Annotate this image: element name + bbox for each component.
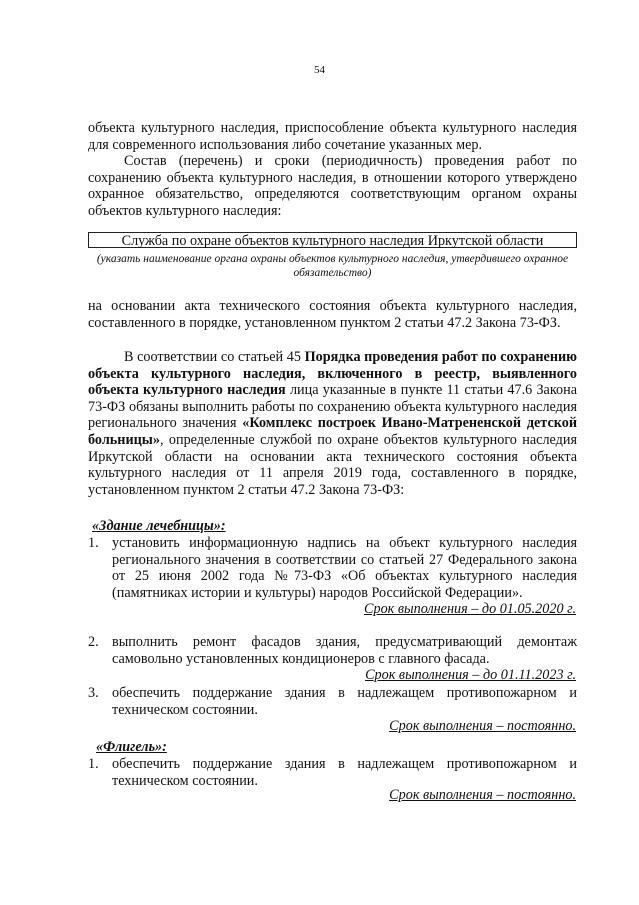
item-text: обеспечить поддержание здания в надлежащем противопожарном и техническом состоянии.	[112, 756, 577, 789]
deadline: Срок выполнения – до 01.05.2020 г.	[364, 601, 576, 617]
list-item	[88, 685, 577, 718]
intro-continuation: объекта культурного наследия, приспособление объекта культурного наследия для современного использования либо сочетание указанных мер.	[88, 120, 577, 153]
item-text: выполнить ремонт фасадов здания, предусматривающий демонтаж самовольно установленных кондиционеров с главного фасада.	[112, 634, 577, 667]
item-number: 1.	[88, 535, 99, 551]
section-heading-fligel: «Флигель»:	[96, 739, 167, 755]
authority-name-note: (указать наименование органа охраны объектов культурного наследия, утвердившего охранное обязательство)	[96, 253, 569, 279]
basis-paragraph: на основании акта технического состояния объекта культурного наследия, составленного в порядке, установленном пунктом 2 статьи 47.2 Закона 73-ФЗ.	[88, 298, 577, 331]
deadline: Срок выполнения – постоянно.	[389, 718, 576, 734]
main-para-part-3: лица указанные в пункте 11 статьи 47.6 Закона 73-ФЗ обязаны выполнить работы по сохранению объекта культурного наследия регионального значения	[88, 382, 577, 432]
list-item	[88, 535, 577, 601]
main-para-object-name: «Комплекс построек Ивано-Матрененской детской больницы»	[88, 415, 577, 448]
authority-name-box: Служба по охране объектов культурного наследия Иркутской области	[88, 232, 577, 248]
item-number: 2.	[88, 634, 99, 650]
deadline: Срок выполнения – до 01.11.2023 г.	[365, 667, 576, 683]
item-number: 1.	[88, 756, 99, 772]
item-text: установить информационную надпись на объект культурного наследия регионального значения в соответствии со статьей 27 Федерального закона от 25 июня 2002 года №73-ФЗ «Об объектах культурного наследия (памятниках истории и культуры) народов Российской Федерации».	[112, 535, 577, 601]
item-text: обеспечить поддержание здания в надлежащем противопожарном и техническом состоянии.	[112, 685, 577, 718]
page-number: 54	[314, 64, 325, 76]
main-para-part-5: , определенные службой по охране объектов культурного наследия Иркутской области на основании акта технического состояния объекта культурного наследия от 11 апреля 2019 года, составленного в порядке, установленном пунктом 2 статьи 47.2 Закона 73-ФЗ:	[88, 431, 577, 498]
intro-paragraph: Состав (перечень) и сроки (периодичность) проведения работ по сохранению объекта культурного наследия, в отношении которого утверждено охранное обязательство, определяются соответствующим органом охраны объектов культурного наследия:	[88, 153, 577, 219]
main-para-part-1: В соответствии со статьей 45	[124, 349, 305, 365]
section-heading-lechebnitsa: «Здание лечебницы»:	[92, 518, 226, 534]
main-para-order-title: Порядка проведения работ по сохранению объекта культурного наследия, включенного в реестр, выявленного объекта культурного наследия	[88, 349, 578, 399]
main-paragraph	[88, 349, 577, 498]
item-number: 3.	[88, 685, 99, 701]
deadline: Срок выполнения – постоянно.	[389, 787, 576, 803]
list-item	[88, 756, 577, 789]
list-item	[88, 634, 577, 667]
